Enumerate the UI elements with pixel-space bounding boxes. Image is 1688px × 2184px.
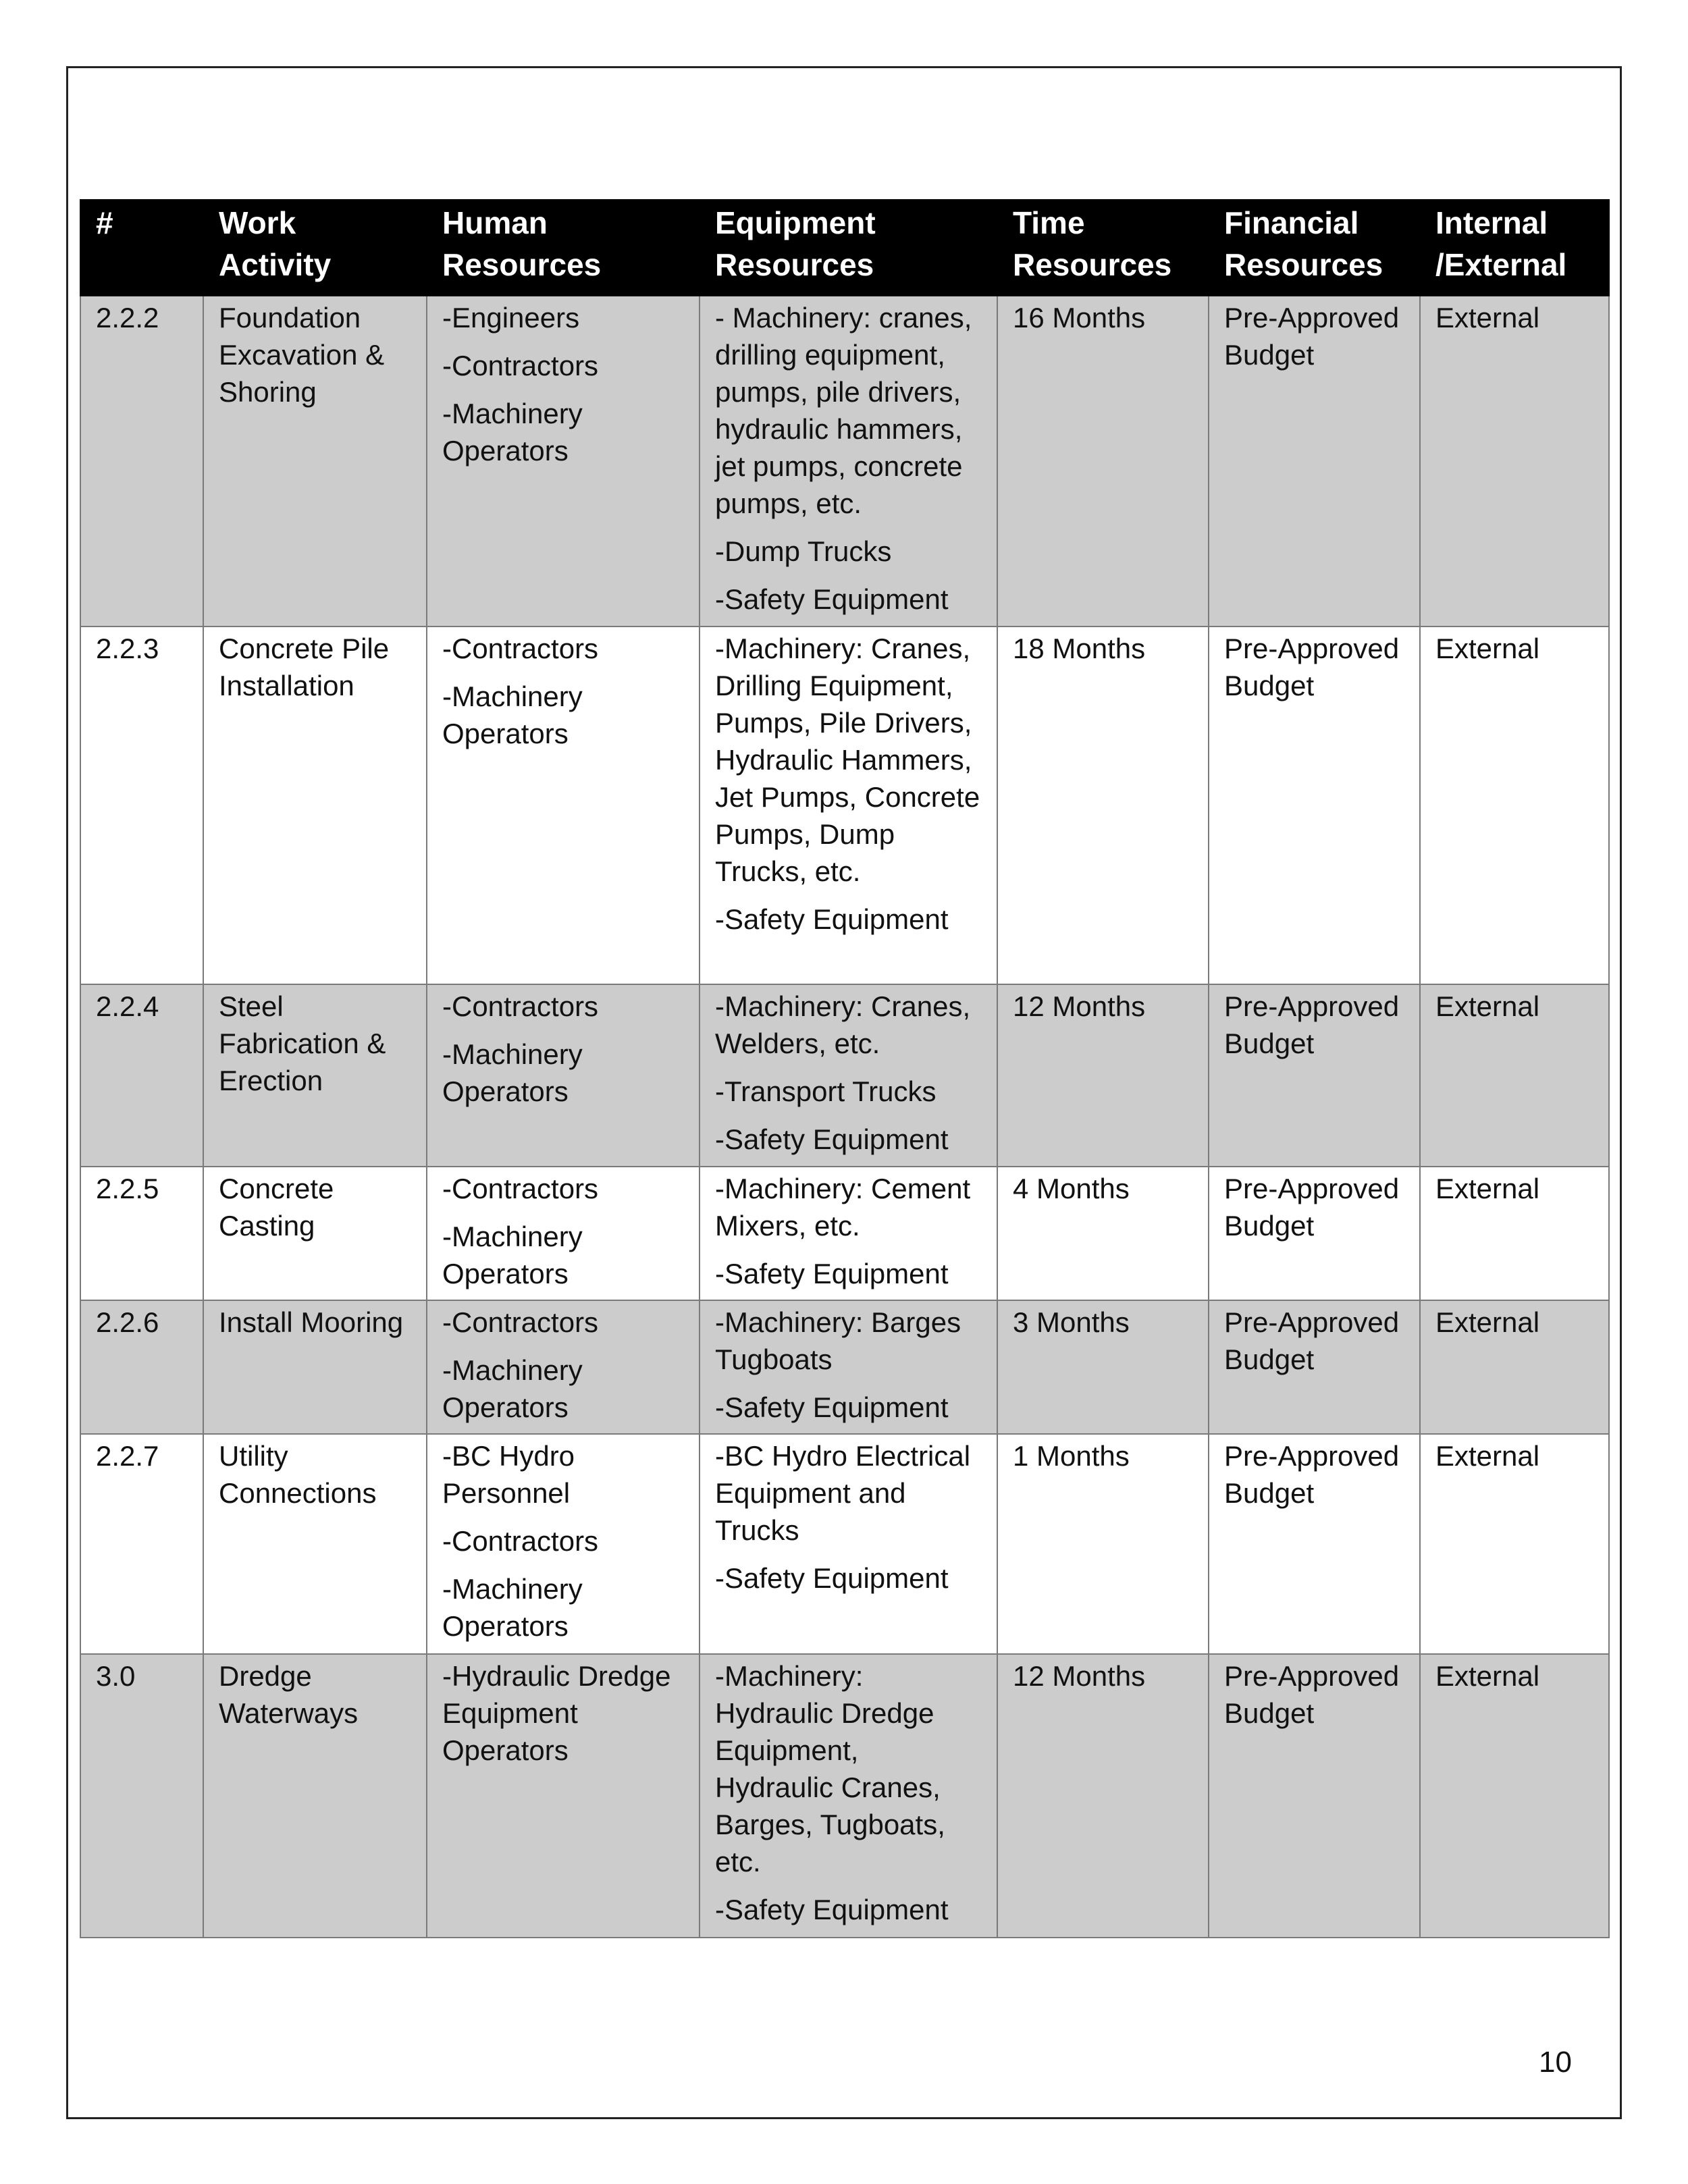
internal-external: External [1420,296,1609,627]
human-resources [427,1654,700,1938]
time-resources: 4 Months [997,1167,1209,1300]
equipment-item: -Machinery: Hydraulic Dredge Equipment, Hydraulic Cranes, Barges, Tugboats, etc. [715,1660,945,1877]
equipment-item: -Safety Equipment [715,1562,949,1594]
header-financial-resources: Financial Resources [1209,200,1420,296]
time-resources: 12 Months [997,984,1209,1167]
equipment-resources [700,627,997,984]
human-resource-item: -BC Hydro Personnel [442,1440,575,1509]
internal-external: External [1420,1300,1609,1434]
human-resource-item: -Machinery Operators [442,1038,583,1107]
table-row [80,296,1609,627]
human-resources [427,984,700,1167]
work-activity: Utility Connections [203,1434,427,1654]
table-row [80,1654,1609,1938]
human-resource-item: -Contractors [442,1173,599,1204]
equipment-item: -Machinery: Cranes, Welders, etc. [715,990,971,1059]
financial-resources: Pre-Approved Budget [1209,1300,1420,1434]
row-number: 2.2.4 [80,984,203,1167]
header-time-resources: Time Resources [997,200,1209,296]
row-number: 2.2.5 [80,1167,203,1300]
equipment-item: - Machinery: cranes, drilling equipment, pumps, pile drivers, hydraulic hammers, jet pumps, concrete pumps, etc. [715,302,972,519]
table-row [80,1434,1609,1654]
table-row [80,1167,1609,1300]
row-number: 2.2.3 [80,627,203,984]
table-row [80,984,1609,1167]
equipment-resources [700,1434,997,1654]
human-resource-item: -Machinery Operators [442,1354,583,1423]
financial-resources: Pre-Approved Budget [1209,296,1420,627]
header-row [80,200,1609,296]
work-activity: Steel Fabrication & Erection [203,984,427,1167]
human-resource-item: -Machinery Operators [442,398,583,467]
internal-external: External [1420,984,1609,1167]
resources-table [80,199,1610,1938]
time-resources: 12 Months [997,1654,1209,1938]
human-resource-item: -Hydraulic Dredge Equipment Operators [442,1660,671,1766]
equipment-resources [700,984,997,1167]
time-resources: 1 Months [997,1434,1209,1654]
row-number: 3.0 [80,1654,203,1938]
human-resources [427,1300,700,1434]
row-number: 2.2.2 [80,296,203,627]
page-number: 10 [1539,2046,1572,2079]
financial-resources: Pre-Approved Budget [1209,1167,1420,1300]
work-activity: Dredge Waterways [203,1654,427,1938]
internal-external: External [1420,1434,1609,1654]
equipment-resources [700,1654,997,1938]
human-resources [427,296,700,627]
equipment-resources [700,1300,997,1434]
human-resources [427,627,700,984]
equipment-item: -Machinery: Cranes, Drilling Equipment, Pumps, Pile Drivers, Hydraulic Hammers, Jet Pumps, Concrete Pumps, Dump Trucks, etc. [715,633,980,887]
human-resource-item: -Contractors [442,1525,599,1557]
equipment-item: -Safety Equipment [715,1894,949,1925]
equipment-item: -Safety Equipment [715,1123,949,1155]
human-resource-item: -Contractors [442,633,599,664]
human-resources [427,1167,700,1300]
equipment-item: -Machinery: Barges Tugboats [715,1306,961,1375]
internal-external: External [1420,1167,1609,1300]
equipment-item: -Transport Trucks [715,1075,937,1107]
time-resources: 3 Months [997,1300,1209,1434]
financial-resources: Pre-Approved Budget [1209,984,1420,1167]
equipment-item: -Dump Trucks [715,535,892,567]
equipment-resources [700,1167,997,1300]
internal-external: External [1420,627,1609,984]
header-work-activity: Work Activity [203,200,427,296]
work-activity: Foundation Excavation & Shoring [203,296,427,627]
internal-external: External [1420,1654,1609,1938]
table-row [80,1300,1609,1434]
financial-resources: Pre-Approved Budget [1209,1434,1420,1654]
human-resource-item: -Contractors [442,1306,599,1338]
equipment-item: -BC Hydro Electrical Equipment and Trucks [715,1440,971,1546]
human-resources [427,1434,700,1654]
table-row [80,627,1609,984]
human-resource-item: -Contractors [442,350,599,381]
header-human-resources: Human Resources [427,200,700,296]
header-internal-external: Internal /External [1420,200,1609,296]
time-resources: 18 Months [997,627,1209,984]
header-number: # [80,200,203,296]
header-equipment-resources: Equipment Resources [700,200,997,296]
equipment-item: -Machinery: Cement Mixers, etc. [715,1173,971,1242]
row-number: 2.2.6 [80,1300,203,1434]
human-resource-item: -Machinery Operators [442,1573,583,1642]
equipment-item: -Safety Equipment [715,583,949,615]
financial-resources: Pre-Approved Budget [1209,627,1420,984]
row-number: 2.2.7 [80,1434,203,1654]
equipment-item: -Safety Equipment [715,903,949,935]
time-resources: 16 Months [997,296,1209,627]
equipment-item: -Safety Equipment [715,1258,949,1289]
equipment-resources [700,296,997,627]
human-resource-item: -Machinery Operators [442,1221,583,1289]
human-resource-item: -Engineers [442,302,580,334]
work-activity: Install Mooring [203,1300,427,1434]
work-activity: Concrete Pile Installation [203,627,427,984]
human-resource-item: -Contractors [442,990,599,1022]
financial-resources: Pre-Approved Budget [1209,1654,1420,1938]
equipment-item: -Safety Equipment [715,1391,949,1423]
human-resource-item: -Machinery Operators [442,681,583,749]
work-activity: Concrete Casting [203,1167,427,1300]
